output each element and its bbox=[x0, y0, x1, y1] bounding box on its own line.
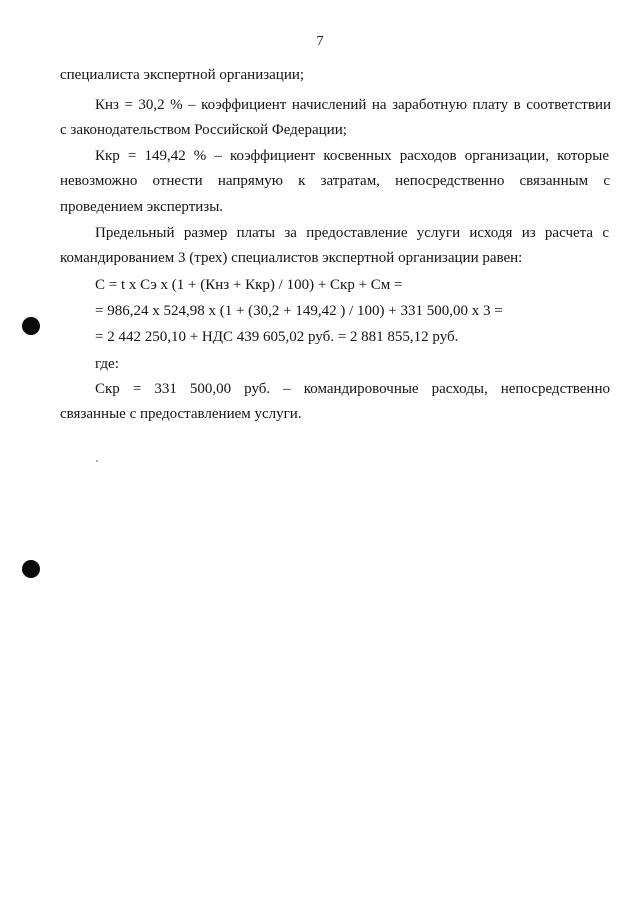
text-line: где: bbox=[95, 356, 119, 372]
scan-speck bbox=[96, 460, 98, 462]
page-number: 7 bbox=[316, 34, 324, 49]
text-line: специалиста экспертной организации; bbox=[60, 67, 305, 83]
text-line: проведением экспертизы. bbox=[60, 199, 224, 215]
text-line: Ккр = 149,42 % – коэффициент косвенных расходов организации, которые bbox=[95, 148, 609, 164]
text-line: Кнз = 30,2 % – коэффициент начислений на заработную плату в соответствии bbox=[95, 97, 611, 113]
text-line: невозможно отнести напрямую к затратам, непосредственно связанным с bbox=[60, 173, 610, 189]
text-line: связанные с предоставлением услуги. bbox=[60, 406, 302, 422]
text-line: Предельный размер платы за предоставление услуги исходя из расчета с bbox=[95, 225, 609, 241]
formula-line: = 986,24 x 524,98 x (1 + (30,2 + 149,42 ) / 100) + 331 500,00 x 3 = bbox=[95, 303, 503, 319]
text-line: с законодательством Российской Федерации; bbox=[60, 122, 347, 138]
text-line: Скр = 331 500,00 руб. – командировочные расходы, непосредственно bbox=[95, 381, 610, 397]
text-line: командированием 3 (трех) специалистов экспертной организации равен: bbox=[60, 250, 523, 266]
formula-line: = 2 442 250,10 + НДС 439 605,02 руб. = 2 881 855,12 руб. bbox=[95, 329, 459, 345]
formula-line: С = t x Сэ x (1 + (Кнз + Ккр) / 100) + Скр + См = bbox=[95, 277, 403, 293]
punch-hole bbox=[22, 317, 40, 335]
punch-hole bbox=[22, 560, 40, 578]
